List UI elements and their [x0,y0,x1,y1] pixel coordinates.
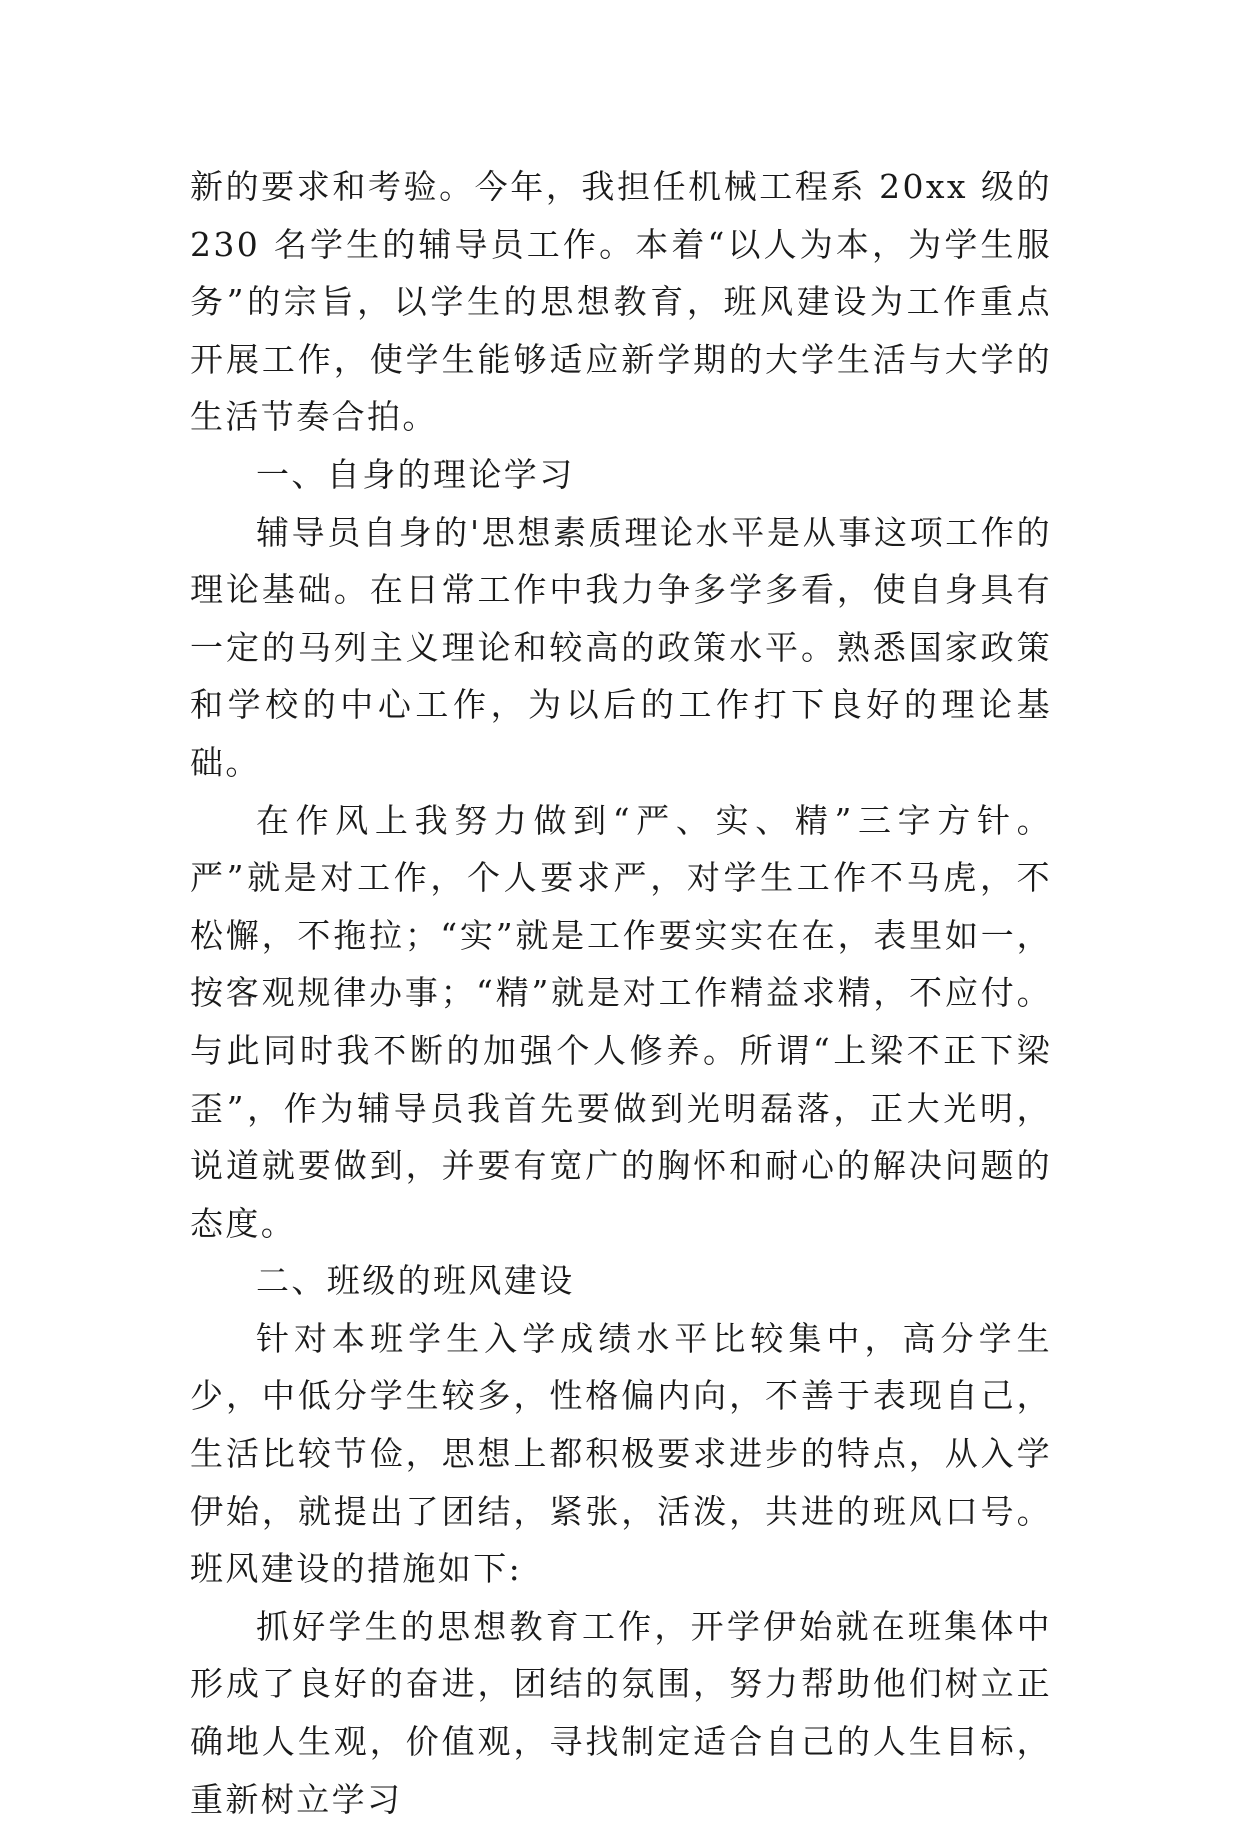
section-heading-class-style: 二、班级的班风建设 [256,1261,575,1301]
paragraph-theory-foundation: 辅导员自身的'思想素质理论水平是从事这项工作的理论基础。在日常工作中我力争多学多看，使自身具有一定的马列主义理论和较高的政策水平。熟悉国家政策和学校的中心工作，为以后的工作打下良好的理论基础。 [190,512,1052,782]
paragraph-work-style: 在作风上我努力做到“严、实、精”三字方针。严”就是对工作，个人要求严，对学生工作不马虎，不松懈，不拖拉；“实”就是工作要实实在在，表里如一，按客观规律办事；“精”就是对工作精益求精，不应付。与此同时我不断的加强个人修养。所谓“上梁不正下梁歪”，作为辅导员我首先要做到光明磊落，正大光明，说道就要做到，并要有宽广的胸怀和耐心的解决问题的态度。 [190,800,1052,1243]
paragraph-ideological-education: 抓好学生的思想教育工作，开学伊始就在班集体中形成了良好的奋进，团结的氛围，努力帮助他们树立正确地人生观，价值观，寻找制定适合自己的人生目标，重新树立学习 [190,1606,1052,1819]
document-body [190,158,1052,1828]
paragraph-class-characteristics: 针对本班学生入学成绩水平比较集中，高分学生少，中低分学生较多，性格偏内向，不善于表现自己，生活比较节俭，思想上都积极要求进步的特点，从入学伊始，就提出了团结，紧张，活泼，共进的班风口号。班风建设的措施如下: [190,1318,1052,1589]
paragraph-intro-continuation: 新的要求和考验。今年，我担任机械工程系 20xx 级的 230 名学生的辅导员工作。本着“以人为本，为学生服务”的宗旨，以学生的思想教育，班风建设为工作重点开展工作，使学生能够适应新学期的大学生活与大学的生活节奏合拍。 [190,167,1052,437]
section-heading-theory-study: 一、自身的理论学习 [256,454,575,494]
